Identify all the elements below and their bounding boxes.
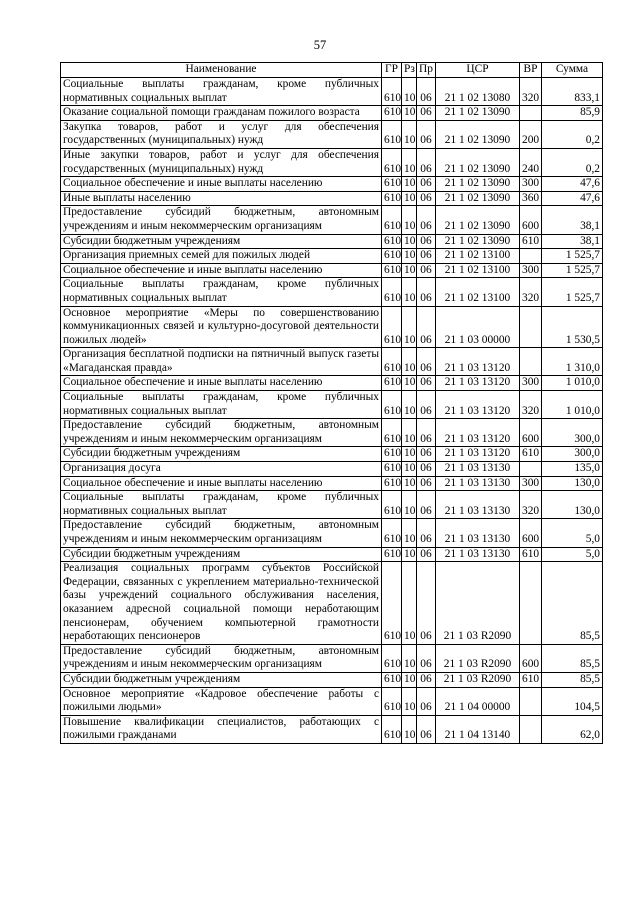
header-csr: ЦСР <box>436 63 520 78</box>
row-csr: 21 1 03 13130 <box>436 547 520 562</box>
row-sum: 62,0 <box>542 715 603 743</box>
row-rz: 10 <box>402 715 417 743</box>
row-rz: 10 <box>402 519 417 547</box>
row-gr: 610 <box>382 78 402 106</box>
row-pr: 06 <box>417 234 436 249</box>
row-sum: 5,0 <box>542 547 603 562</box>
row-gr: 610 <box>382 306 402 348</box>
row-sum: 47,6 <box>542 177 603 192</box>
row-sum: 1 525,7 <box>542 263 603 278</box>
row-vr: 320 <box>520 491 542 519</box>
row-vr <box>520 306 542 348</box>
table-row <box>61 476 603 491</box>
row-pr: 06 <box>417 249 436 264</box>
row-csr: 21 1 03 00000 <box>436 306 520 348</box>
row-csr: 21 1 03 13130 <box>436 491 520 519</box>
row-sum: 300,0 <box>542 447 603 462</box>
row-pr: 06 <box>417 687 436 715</box>
row-csr: 21 1 02 13090 <box>436 234 520 249</box>
row-pr: 06 <box>417 419 436 447</box>
row-name: Социальные выплаты гражданам, кроме публичных нормативных социальных выплат <box>61 78 382 106</box>
row-rz: 10 <box>402 234 417 249</box>
table-row <box>61 547 603 562</box>
row-sum: 1 310,0 <box>542 348 603 376</box>
row-rz: 10 <box>402 148 417 176</box>
header-gr: ГР <box>382 63 402 78</box>
row-csr: 21 1 02 13100 <box>436 249 520 264</box>
row-rz: 10 <box>402 447 417 462</box>
row-name: Субсидии бюджетным учреждениям <box>61 672 382 687</box>
row-rz: 10 <box>402 348 417 376</box>
row-name: Организация досуга <box>61 462 382 477</box>
row-gr: 610 <box>382 462 402 477</box>
row-csr: 21 1 03 R2090 <box>436 562 520 645</box>
row-vr: 320 <box>520 78 542 106</box>
table-row <box>61 306 603 348</box>
row-vr: 600 <box>520 644 542 672</box>
row-name: Социальные выплаты гражданам, кроме публичных нормативных социальных выплат <box>61 391 382 419</box>
row-name: Иные выплаты населению <box>61 191 382 206</box>
row-vr: 320 <box>520 391 542 419</box>
row-gr: 610 <box>382 120 402 148</box>
row-csr: 21 1 03 13120 <box>436 419 520 447</box>
row-sum: 1 525,7 <box>542 278 603 306</box>
row-pr: 06 <box>417 391 436 419</box>
row-pr: 06 <box>417 278 436 306</box>
row-rz: 10 <box>402 419 417 447</box>
row-pr: 06 <box>417 106 436 121</box>
row-rz: 10 <box>402 376 417 391</box>
row-sum: 0,2 <box>542 148 603 176</box>
table-row <box>61 376 603 391</box>
table-row <box>61 263 603 278</box>
row-name: Организация бесплатной подписки на пятничный выпуск газеты «Магаданская правда» <box>61 348 382 376</box>
row-vr: 610 <box>520 547 542 562</box>
row-sum: 833,1 <box>542 78 603 106</box>
row-vr: 200 <box>520 120 542 148</box>
table-body <box>61 78 603 744</box>
row-gr: 610 <box>382 249 402 264</box>
table-row <box>61 177 603 192</box>
row-gr: 610 <box>382 391 402 419</box>
row-vr: 320 <box>520 278 542 306</box>
row-csr: 21 1 02 13090 <box>436 206 520 234</box>
row-gr: 610 <box>382 348 402 376</box>
budget-table <box>60 62 603 744</box>
row-name: Предоставление субсидий бюджетным, автономным учреждениям и иным некоммерческим организациям <box>61 519 382 547</box>
row-name: Субсидии бюджетным учреждениям <box>61 547 382 562</box>
row-name: Реализация социальных программ субъектов Российской Федерации, связанных с укреплением материально-технической базы учреждений социального обслуживания населения, оказанием адресной социальной помощи неработающим пенсионерам, обучением компьютерной грамотности неработающих пенсионеров <box>61 562 382 645</box>
row-pr: 06 <box>417 672 436 687</box>
row-pr: 06 <box>417 120 436 148</box>
row-rz: 10 <box>402 191 417 206</box>
row-name: Социальные выплаты гражданам, кроме публичных нормативных социальных выплат <box>61 491 382 519</box>
row-gr: 610 <box>382 447 402 462</box>
row-csr: 21 1 04 13140 <box>436 715 520 743</box>
row-gr: 610 <box>382 206 402 234</box>
row-sum: 85,5 <box>542 562 603 645</box>
row-vr: 600 <box>520 519 542 547</box>
row-name: Социальное обеспечение и иные выплаты населению <box>61 263 382 278</box>
row-sum: 0,2 <box>542 120 603 148</box>
header-rz: Рз <box>402 63 417 78</box>
row-name: Основное мероприятие «Меры по совершенствованию коммуникационных связей и культурно-досуговой деятельности пожилых людей» <box>61 306 382 348</box>
row-gr: 610 <box>382 672 402 687</box>
row-pr: 06 <box>417 547 436 562</box>
row-vr <box>520 462 542 477</box>
row-gr: 610 <box>382 177 402 192</box>
row-gr: 610 <box>382 148 402 176</box>
row-rz: 10 <box>402 263 417 278</box>
table-row <box>61 249 603 264</box>
row-rz: 10 <box>402 547 417 562</box>
row-sum: 104,5 <box>542 687 603 715</box>
table-row <box>61 715 603 743</box>
header-pr: Пр <box>417 63 436 78</box>
row-sum: 85,5 <box>542 644 603 672</box>
row-csr: 21 1 02 13090 <box>436 106 520 121</box>
row-gr: 610 <box>382 191 402 206</box>
row-gr: 610 <box>382 644 402 672</box>
row-rz: 10 <box>402 78 417 106</box>
row-csr: 21 1 03 R2090 <box>436 672 520 687</box>
row-vr: 600 <box>520 206 542 234</box>
row-vr <box>520 348 542 376</box>
row-csr: 21 1 02 13080 <box>436 78 520 106</box>
table-row <box>61 562 603 645</box>
row-sum: 5,0 <box>542 519 603 547</box>
row-pr: 06 <box>417 306 436 348</box>
row-sum: 47,6 <box>542 191 603 206</box>
table-row <box>61 78 603 106</box>
row-csr: 21 1 03 13130 <box>436 519 520 547</box>
row-name: Социальные выплаты гражданам, кроме публичных нормативных социальных выплат <box>61 278 382 306</box>
row-vr <box>520 687 542 715</box>
table-row <box>61 234 603 249</box>
row-pr: 06 <box>417 519 436 547</box>
row-vr: 610 <box>520 672 542 687</box>
row-name: Социальное обеспечение и иные выплаты населению <box>61 177 382 192</box>
row-name: Организация приемных семей для пожилых людей <box>61 249 382 264</box>
row-vr: 300 <box>520 177 542 192</box>
row-vr: 240 <box>520 148 542 176</box>
row-csr: 21 1 02 13100 <box>436 263 520 278</box>
row-pr: 06 <box>417 177 436 192</box>
row-pr: 06 <box>417 376 436 391</box>
table-row <box>61 120 603 148</box>
row-vr <box>520 715 542 743</box>
row-gr: 610 <box>382 687 402 715</box>
row-rz: 10 <box>402 562 417 645</box>
table-header-row <box>61 63 603 78</box>
row-sum: 1 010,0 <box>542 391 603 419</box>
row-gr: 610 <box>382 562 402 645</box>
row-pr: 06 <box>417 562 436 645</box>
row-csr: 21 1 02 13090 <box>436 191 520 206</box>
row-name: Основное мероприятие «Кадровое обеспечение работы с пожилыми людьми» <box>61 687 382 715</box>
table-row <box>61 419 603 447</box>
row-csr: 21 1 04 00000 <box>436 687 520 715</box>
row-sum: 85,5 <box>542 672 603 687</box>
row-csr: 21 1 02 13090 <box>436 148 520 176</box>
table-row <box>61 672 603 687</box>
row-pr: 06 <box>417 462 436 477</box>
row-rz: 10 <box>402 177 417 192</box>
row-rz: 10 <box>402 491 417 519</box>
row-name: Социальное обеспечение и иные выплаты населению <box>61 476 382 491</box>
table-row <box>61 148 603 176</box>
row-sum: 130,0 <box>542 476 603 491</box>
row-csr: 21 1 02 13100 <box>436 278 520 306</box>
row-sum: 300,0 <box>542 419 603 447</box>
table-row <box>61 348 603 376</box>
row-pr: 06 <box>417 476 436 491</box>
row-csr: 21 1 03 13120 <box>436 447 520 462</box>
row-vr: 610 <box>520 234 542 249</box>
row-gr: 610 <box>382 263 402 278</box>
row-gr: 610 <box>382 419 402 447</box>
row-sum: 1 530,5 <box>542 306 603 348</box>
row-rz: 10 <box>402 462 417 477</box>
row-csr: 21 1 03 13120 <box>436 376 520 391</box>
row-csr: 21 1 03 13120 <box>436 348 520 376</box>
row-rz: 10 <box>402 206 417 234</box>
row-sum: 1 525,7 <box>542 249 603 264</box>
row-name: Иные закупки товаров, работ и услуг для обеспечения государственных (муниципальных) нужд <box>61 148 382 176</box>
row-gr: 610 <box>382 234 402 249</box>
row-pr: 06 <box>417 715 436 743</box>
row-sum: 38,1 <box>542 234 603 249</box>
row-pr: 06 <box>417 191 436 206</box>
row-csr: 21 1 03 13130 <box>436 476 520 491</box>
table-row <box>61 391 603 419</box>
row-rz: 10 <box>402 278 417 306</box>
row-gr: 610 <box>382 476 402 491</box>
row-gr: 610 <box>382 278 402 306</box>
header-sum: Сумма <box>542 63 603 78</box>
row-name: Социальное обеспечение и иные выплаты населению <box>61 376 382 391</box>
page-number: 57 <box>313 38 327 52</box>
row-vr: 300 <box>520 376 542 391</box>
row-pr: 06 <box>417 491 436 519</box>
row-pr: 06 <box>417 263 436 278</box>
row-vr: 300 <box>520 476 542 491</box>
row-pr: 06 <box>417 644 436 672</box>
header-name: Наименование <box>61 63 382 78</box>
row-vr: 360 <box>520 191 542 206</box>
row-csr: 21 1 02 13090 <box>436 120 520 148</box>
row-rz: 10 <box>402 306 417 348</box>
row-sum: 85,9 <box>542 106 603 121</box>
table-row <box>61 191 603 206</box>
row-rz: 10 <box>402 644 417 672</box>
row-name: Субсидии бюджетным учреждениям <box>61 234 382 249</box>
row-name: Субсидии бюджетным учреждениям <box>61 447 382 462</box>
row-gr: 610 <box>382 491 402 519</box>
header-vr: ВР <box>520 63 542 78</box>
row-name: Предоставление субсидий бюджетным, автономным учреждениям и иным некоммерческим организациям <box>61 419 382 447</box>
row-name: Оказание социальной помощи гражданам пожилого возраста <box>61 106 382 121</box>
table-row <box>61 462 603 477</box>
row-sum: 1 010,0 <box>542 376 603 391</box>
row-rz: 10 <box>402 106 417 121</box>
row-pr: 06 <box>417 148 436 176</box>
row-csr: 21 1 03 13130 <box>436 462 520 477</box>
row-pr: 06 <box>417 348 436 376</box>
row-csr: 21 1 03 13120 <box>436 391 520 419</box>
row-vr <box>520 106 542 121</box>
row-gr: 610 <box>382 519 402 547</box>
row-rz: 10 <box>402 672 417 687</box>
table-row <box>61 106 603 121</box>
row-vr <box>520 249 542 264</box>
row-vr <box>520 562 542 645</box>
table-row <box>61 644 603 672</box>
row-pr: 06 <box>417 447 436 462</box>
table-row <box>61 447 603 462</box>
row-name: Предоставление субсидий бюджетным, автономным учреждениям и иным некоммерческим организациям <box>61 644 382 672</box>
row-vr: 610 <box>520 447 542 462</box>
table-row <box>61 278 603 306</box>
row-csr: 21 1 02 13090 <box>436 177 520 192</box>
row-sum: 135,0 <box>542 462 603 477</box>
row-csr: 21 1 03 R2090 <box>436 644 520 672</box>
row-sum: 130,0 <box>542 491 603 519</box>
row-rz: 10 <box>402 120 417 148</box>
row-gr: 610 <box>382 106 402 121</box>
row-name: Повышение квалификации специалистов, работающих с пожилыми гражданами <box>61 715 382 743</box>
table-row <box>61 519 603 547</box>
row-gr: 610 <box>382 715 402 743</box>
row-vr: 600 <box>520 419 542 447</box>
row-gr: 610 <box>382 376 402 391</box>
row-gr: 610 <box>382 547 402 562</box>
row-name: Закупка товаров, работ и услуг для обеспечения государственных (муниципальных) нужд <box>61 120 382 148</box>
row-sum: 38,1 <box>542 206 603 234</box>
row-name: Предоставление субсидий бюджетным, автономным учреждениям и иным некоммерческим организациям <box>61 206 382 234</box>
row-pr: 06 <box>417 78 436 106</box>
row-vr: 300 <box>520 263 542 278</box>
row-pr: 06 <box>417 206 436 234</box>
table-row <box>61 491 603 519</box>
row-rz: 10 <box>402 249 417 264</box>
table-row <box>61 687 603 715</box>
row-rz: 10 <box>402 687 417 715</box>
table-row <box>61 206 603 234</box>
row-rz: 10 <box>402 476 417 491</box>
row-rz: 10 <box>402 391 417 419</box>
